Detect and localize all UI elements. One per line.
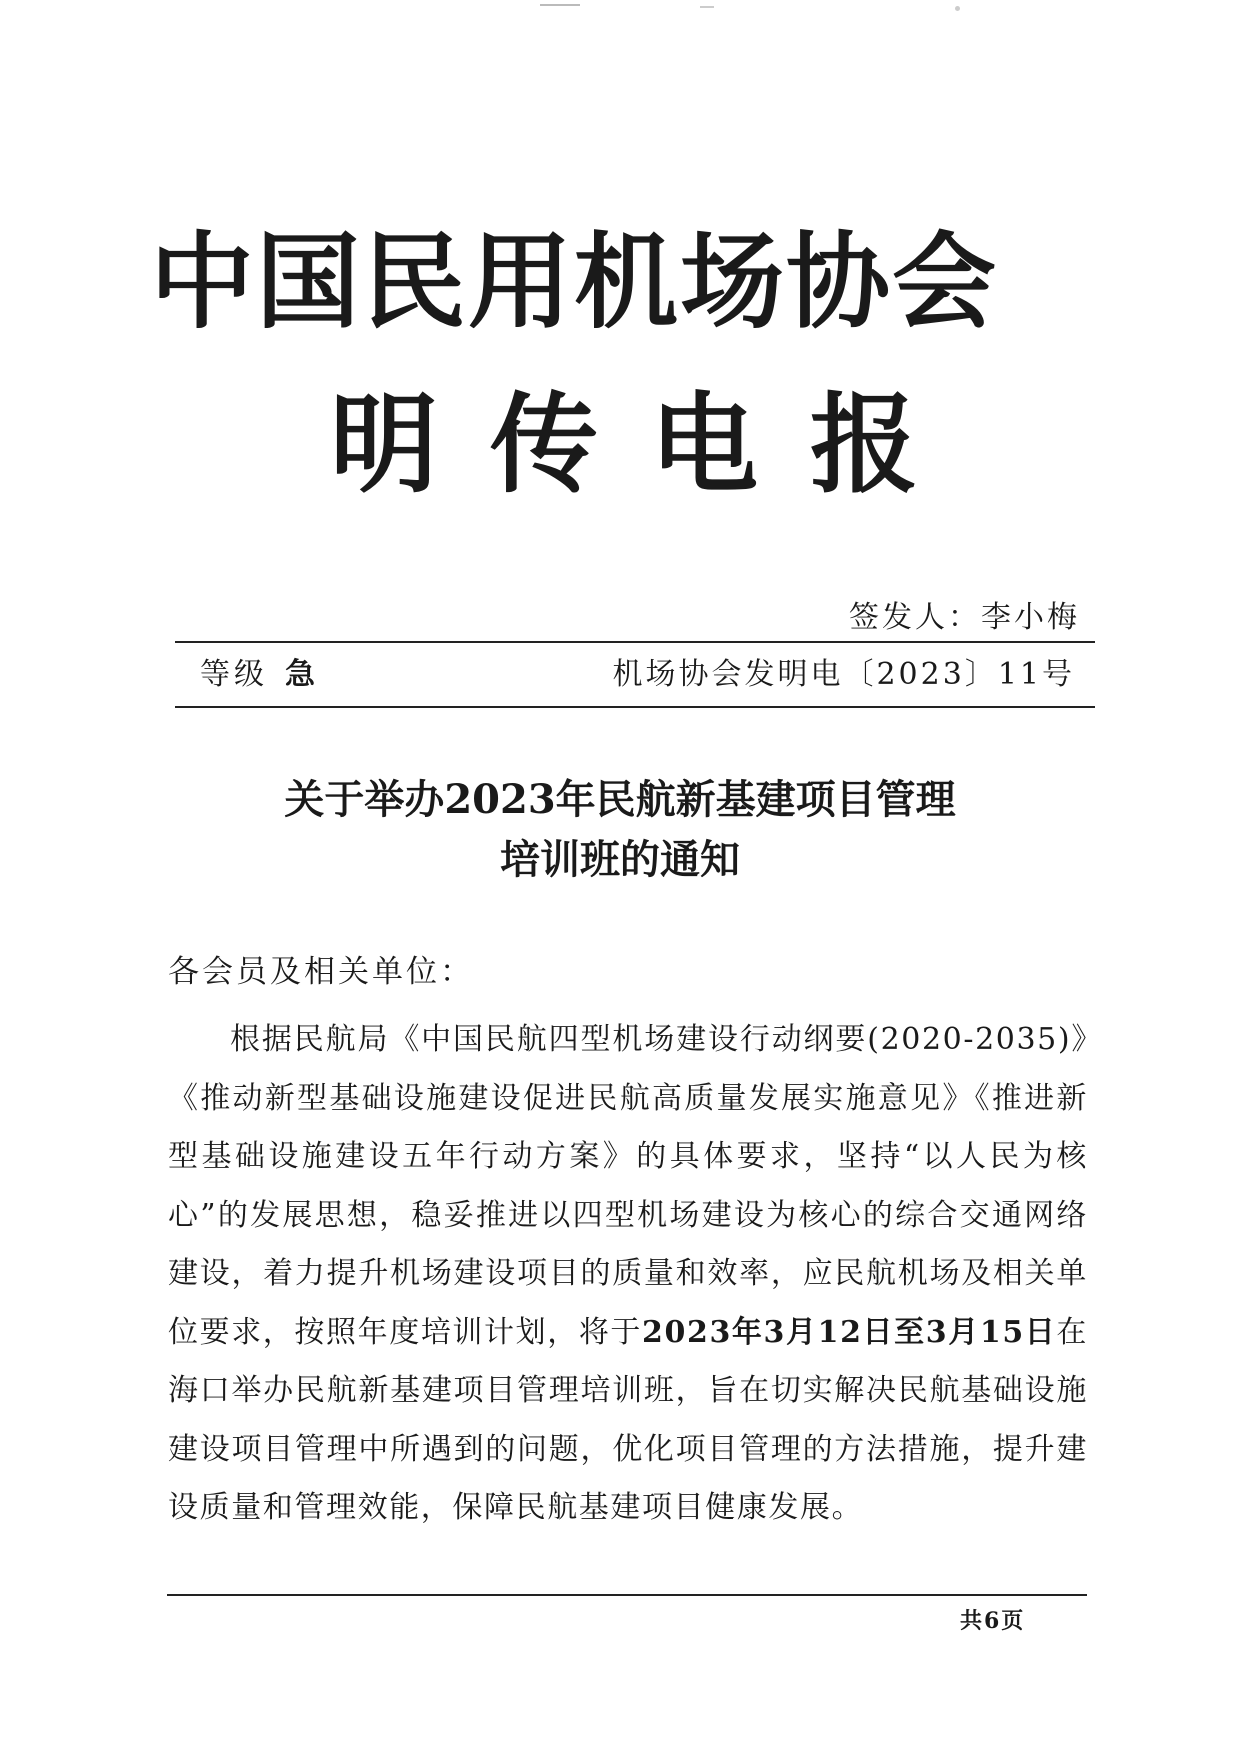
body-text-part-2: 在海口举办民航新基建项目管理培训班，旨在切实解决民航基础设施建设项目管理中所遇到的问题，优化项目管理的方法措施，提升建设质量和管理效能，保障民航基建项目健康发展。	[168, 1314, 1089, 1525]
document-type-title: 明传电报	[330, 382, 971, 508]
scan-artifact	[540, 4, 580, 6]
notice-title	[180, 770, 1060, 890]
urgency-grade-value: 急	[285, 657, 315, 692]
header-divider-top	[175, 641, 1095, 643]
document-number: 机场协会发明电〔2023〕11号	[612, 657, 1075, 692]
notice-title-line-1: 关于举办2023年民航新基建项目管理	[284, 776, 956, 823]
body-paragraph	[168, 1011, 1088, 1538]
body-text-part-1: 根据民航局《中国民航四型机场建设行动纲要(2020-2035)》《推动新型基础设施建设促进民航高质量发展实施意见》《推进新型基础设施建设五年行动方案》的具体要求，坚持“以人民为核心”的发展思想，稳妥推进以四型机场建设为核心的综合交通网络建设，着力提升机场建设项目的质量和效率，应民航机场及相关单位要求，按照年度培训计划，将于	[168, 1022, 1088, 1350]
header-divider-bottom	[175, 706, 1095, 708]
training-dates: 2023年3月12日至3月15日	[642, 1314, 1057, 1350]
page-total: 共6页	[960, 1608, 1026, 1634]
scan-artifact	[700, 6, 714, 8]
footer-divider	[167, 1594, 1087, 1596]
scan-artifact	[955, 6, 960, 11]
document-meta-row	[200, 652, 1080, 698]
urgency-grade-label: 等级	[200, 657, 268, 692]
organization-title: 中国民用机场协会	[150, 220, 999, 343]
signer-line: 签发人：李小梅	[849, 600, 1080, 635]
notice-title-line-2: 培训班的通知	[500, 836, 740, 883]
salutation: 各会员及相关单位：	[168, 954, 474, 990]
